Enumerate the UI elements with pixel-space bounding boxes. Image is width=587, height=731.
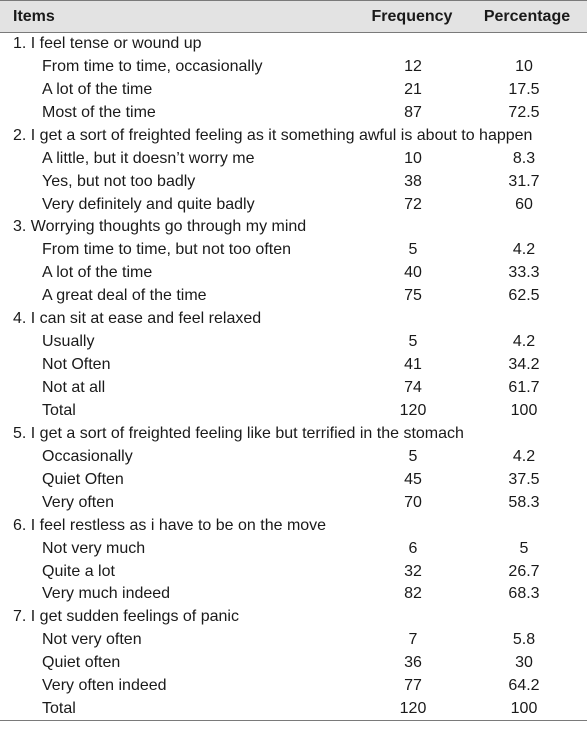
frequency-cell: 36 (404, 654, 422, 672)
percentage-cell: 68.3 (508, 585, 540, 603)
table-row (0, 239, 587, 262)
question-text: 1. I feel tense or wound up (13, 35, 202, 53)
option-label: Very often (42, 493, 115, 511)
option-label: Quite a lot (42, 562, 115, 580)
frequency-cell: 120 (357, 698, 467, 721)
question-text: 2. I get a sort of freighted feeling as it something awful is about to happen (13, 126, 533, 144)
option-label: A lot of the time (42, 80, 153, 98)
question-row (0, 514, 587, 537)
frequency-cell: 72 (404, 195, 422, 213)
table-row (0, 537, 587, 560)
frequency-cell: 32 (404, 562, 422, 580)
table-row (0, 583, 587, 606)
option-label: From time to time, but not too often (42, 241, 291, 259)
option-label: From time to time, occasionally (42, 57, 263, 75)
frequency-cell: 5 (408, 333, 418, 351)
option-label: Quiet Often (42, 470, 124, 488)
percentage-cell: 58.3 (508, 493, 540, 511)
option-label: Very much indeed (42, 585, 171, 603)
header-percentage: Percentage (467, 1, 587, 33)
frequency-cell: 6 (408, 539, 418, 557)
table-header (0, 1, 587, 33)
percentage-cell: 26.7 (508, 562, 540, 580)
percentage-cell: 64.2 (508, 677, 540, 695)
header-items: Items (0, 1, 357, 33)
question-row (0, 422, 587, 445)
table-row (0, 400, 587, 423)
frequency-cell: 5 (408, 447, 418, 465)
question-text: 3. Worrying thoughts go through my mind (13, 218, 307, 236)
table-row (0, 78, 587, 101)
frequency-cell: 82 (404, 585, 422, 603)
table-row (0, 285, 587, 308)
frequency-cell: 10 (404, 149, 422, 167)
frequency-cell: 12 (404, 57, 422, 75)
table-row (0, 147, 587, 170)
percentage-cell: 5 (519, 539, 529, 557)
option-label: Total (42, 401, 76, 419)
table-row (0, 629, 587, 652)
frequency-cell: 5 (408, 241, 418, 259)
percentage-cell: 31.7 (508, 172, 540, 190)
header-row (0, 1, 587, 33)
option-label: Not Often (42, 356, 111, 374)
frequency-cell: 77 (404, 677, 422, 695)
frequency-cell: 41 (404, 356, 422, 374)
option-label: Not very much (42, 539, 146, 557)
question-row (0, 124, 587, 147)
percentage-cell: 100 (467, 698, 587, 721)
option-label: Very often indeed (42, 677, 167, 695)
frequency-cell: 75 (404, 287, 422, 305)
table-row (0, 675, 587, 698)
percentage-cell: 33.3 (508, 264, 540, 282)
option-label: A great deal of the time (42, 287, 207, 305)
percentage-cell: 72.5 (508, 103, 540, 121)
option-label: Occasionally (42, 447, 133, 465)
percentage-cell: 4.2 (512, 447, 536, 465)
table-row (0, 560, 587, 583)
percentage-cell: 17.5 (508, 80, 540, 98)
table-row (0, 55, 587, 78)
percentage-cell: 5.8 (512, 631, 536, 649)
percentage-cell: 4.2 (512, 241, 536, 259)
option-label: Quiet often (42, 654, 121, 672)
header-frequency: Frequency (357, 1, 467, 33)
frequency-cell: 21 (404, 80, 422, 98)
table-row (0, 331, 587, 354)
option-label: Not at all (42, 379, 106, 397)
option-label: Very definitely and quite badly (42, 195, 255, 213)
table-row (0, 468, 587, 491)
question-text: 5. I get a sort of freighted feeling like but terrified in the stomach (13, 424, 464, 442)
frequency-cell: 38 (404, 172, 422, 190)
frequency-cell: 70 (404, 493, 422, 511)
frequency-cell: 74 (404, 379, 422, 397)
table-row (0, 101, 587, 124)
option-label: Most of the time (42, 103, 156, 121)
frequency-cell: 45 (404, 470, 422, 488)
percentage-cell: 100 (510, 401, 538, 419)
table-row (0, 491, 587, 514)
question-text: 6. I feel restless as i have to be on the move (13, 516, 327, 534)
percentage-cell: 62.5 (508, 287, 540, 305)
table-row (0, 377, 587, 400)
option-label: A little, but it doesn’t worry me (42, 149, 255, 167)
question-row (0, 606, 587, 629)
question-text: 4. I can sit at ease and feel relaxed (13, 310, 262, 328)
percentage-cell: 10 (515, 57, 533, 75)
frequency-cell: 120 (399, 401, 427, 419)
question-row (0, 216, 587, 239)
table-row (0, 193, 587, 216)
option-label: Usually (42, 333, 95, 351)
percentage-cell: 61.7 (508, 379, 540, 397)
table-row (0, 354, 587, 377)
table-row (0, 652, 587, 675)
percentage-cell: 34.2 (508, 356, 540, 374)
table-row (0, 170, 587, 193)
frequency-cell: 7 (408, 631, 418, 649)
frequency-cell: 40 (404, 264, 422, 282)
option-label: Total (0, 698, 357, 721)
question-text: 7. I get sudden feelings of panic (13, 608, 239, 626)
table-row (0, 698, 587, 721)
percentage-cell: 4.2 (512, 333, 536, 351)
percentage-cell: 8.3 (512, 149, 536, 167)
question-row (0, 33, 587, 56)
option-label: A lot of the time (42, 264, 153, 282)
question-row (0, 308, 587, 331)
percentage-cell: 60 (515, 195, 533, 213)
frequency-cell: 87 (404, 103, 422, 121)
table-body (0, 33, 587, 721)
percentage-cell: 37.5 (508, 470, 540, 488)
table-row (0, 445, 587, 468)
table-row (0, 262, 587, 285)
option-label: Yes, but not too badly (42, 172, 196, 190)
percentage-cell: 30 (515, 654, 533, 672)
option-label: Not very often (42, 631, 142, 649)
